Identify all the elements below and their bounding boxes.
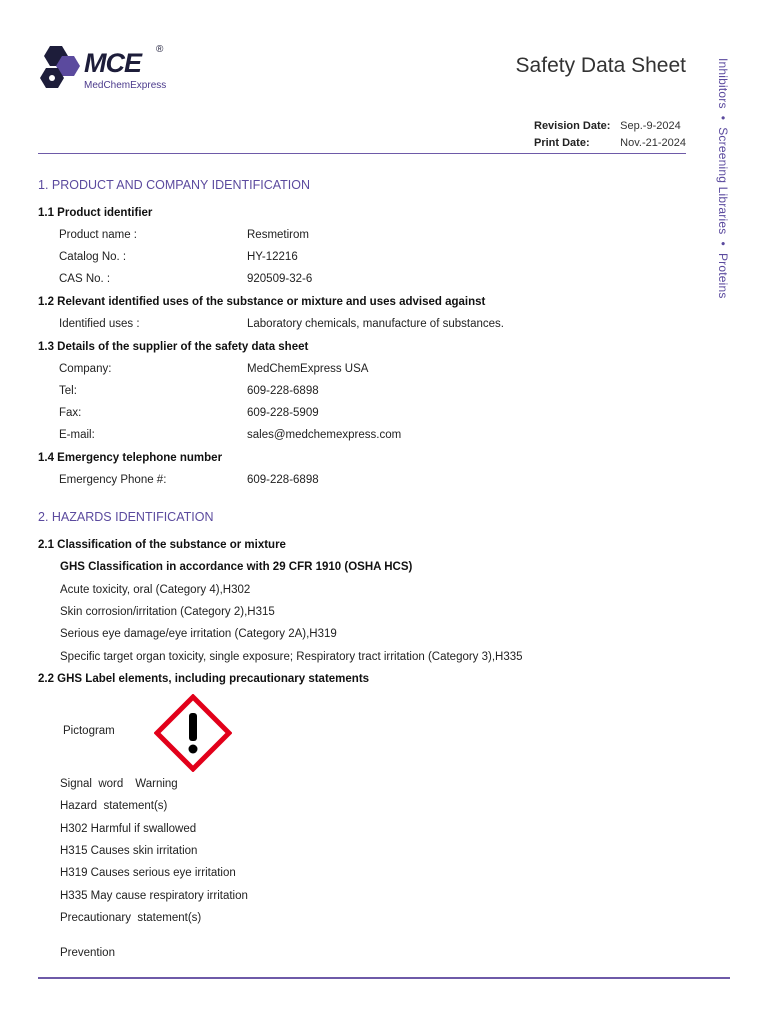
tel-value: 609-228-6898 [247,385,319,397]
signal-word-row [60,778,178,790]
hazard-statements-label: Hazard statement(s) [60,800,168,812]
classification-eye-irritation: Serious eye damage/eye irritation (Category 2A),H319 [60,628,337,640]
hazard-h315: H315 Causes skin irritation [60,845,198,857]
exclamation-mark-pictogram-icon [154,694,232,772]
product-name-value: Resmetirom [247,229,309,241]
revision-date-label: Revision Date: [534,120,611,132]
cas-value: 920509-32-6 [247,273,313,285]
tel-label: Tel: [59,385,77,397]
print-date-value: Nov.-21-2024 [620,137,686,149]
footer-divider [38,977,730,979]
cas-label: CAS No. : [59,273,111,285]
ghs-classification-heading: GHS Classification in accordance with 29 CFR 1910 (OSHA HCS) [60,561,413,573]
emergency-phone-value: 609-228-6898 [247,474,319,486]
catalog-value: HY-12216 [247,251,298,263]
header-divider [38,153,686,154]
classification-skin-irritation: Skin corrosion/irritation (Category 2),H315 [60,606,275,618]
prevention-label: Prevention [60,947,115,959]
subsection-2-2: 2.2 GHS Label elements, including precautionary statements [38,673,370,685]
identified-uses-label: Identified uses : [59,318,140,330]
hazard-h335: H335 May cause respiratory irritation [60,890,248,902]
revision-date-value: Sep.-9-2024 [620,120,681,132]
sidebar-text: Inhibitors • Screening Libraries • Proteins [716,58,730,299]
precautionary-statements-label: Precautionary statement(s) [60,912,202,924]
hexagon-logo-icon [38,44,84,90]
signal-word-label: Signal word [60,778,124,790]
classification-respiratory-irritation: Specific target organ toxicity, single exposure; Respiratory tract irritation (Category 3),H335 [60,651,523,663]
emergency-phone-label: Emergency Phone #: [59,474,167,486]
logo-wordmark: MCE [84,48,141,78]
subsection-1-1: 1.1 Product identifier [38,207,153,219]
print-date-label: Print Date: [534,137,590,149]
subsection-1-4: 1.4 Emergency telephone number [38,452,223,464]
fax-label: Fax: [59,407,82,419]
identified-uses-value: Laboratory chemicals, manufacture of substances. [247,318,504,330]
hazard-h319: H319 Causes serious eye irritation [60,867,236,879]
date-labels [534,118,610,152]
catalog-label: Catalog No. : [59,251,127,263]
signal-word-value: Warning [135,778,178,790]
fax-value: 609-228-5909 [247,407,319,419]
email-value: sales@medchemexpress.com [247,429,402,441]
logo-registered-mark: ® [156,44,164,55]
date-values [620,118,686,152]
product-name-label: Product name : [59,229,137,241]
subsection-2-1: 2.1 Classification of the substance or mixture [38,539,286,551]
logo-subtitle: MedChemExpress [84,80,167,91]
sidebar-tagline [716,58,734,348]
company-value: MedChemExpress USA [247,363,369,375]
hazard-h302: H302 Harmful if swallowed [60,823,197,835]
email-label: E-mail: [59,429,95,441]
section-1-title: 1. PRODUCT AND COMPANY IDENTIFICATION [38,178,311,192]
section-2-title: 2. HAZARDS IDENTIFICATION [38,510,214,524]
document-title: Safety Data Sheet [515,54,686,77]
pictogram-label: Pictogram [63,725,115,737]
company-label: Company: [59,363,112,375]
classification-acute-toxicity: Acute toxicity, oral (Category 4),H302 [60,584,251,596]
subsection-1-2: 1.2 Relevant identified uses of the substance or mixture and uses advised against [38,296,486,308]
mce-logo [38,44,178,94]
subsection-1-3: 1.3 Details of the supplier of the safety data sheet [38,341,309,353]
